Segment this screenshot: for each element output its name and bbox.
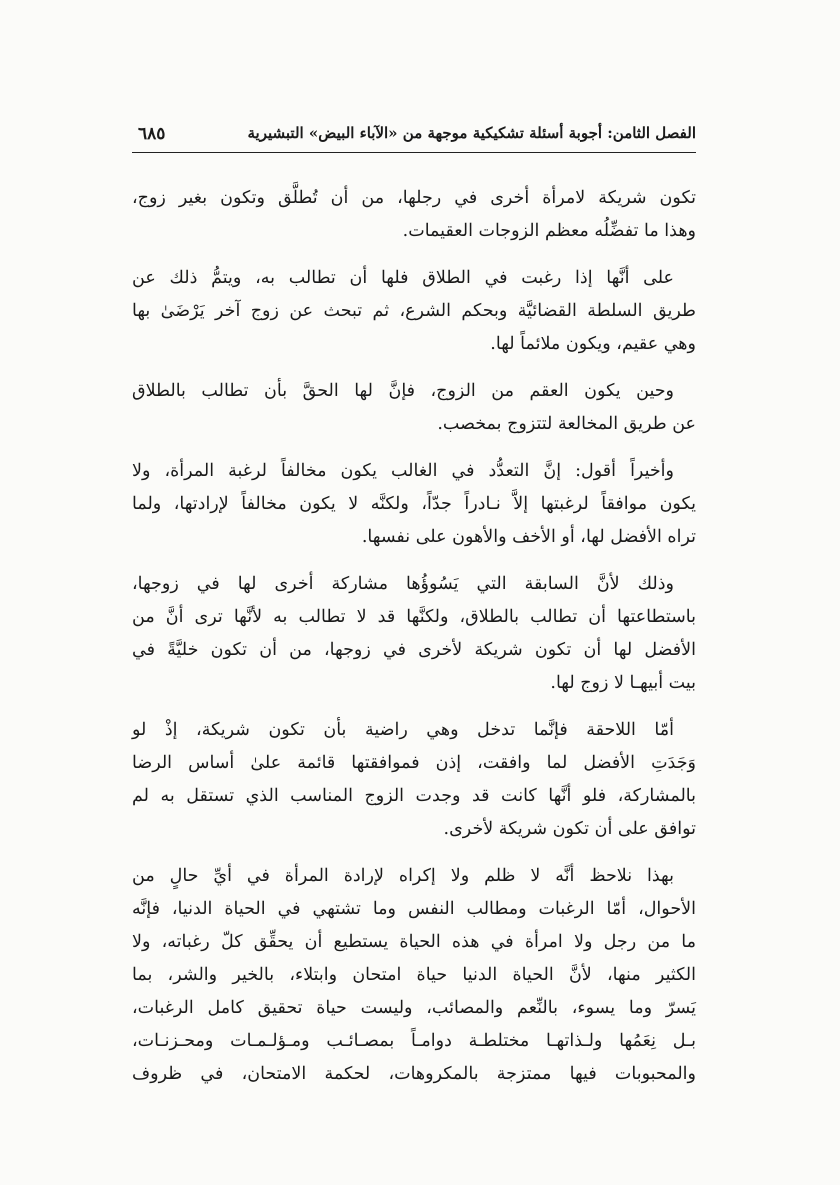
text-line: وَجَدَتِ الأفضل لما وافقت، إذن فموافقتها قائمة علىٰ أساس الرضا — [132, 753, 696, 773]
text-line: والمحبوبات فيها ممتزجة بالمكروهات، لحكمة الامتحان، في ظروف — [132, 1064, 696, 1084]
text-line: الكثير منها، لأنَّ الحياة الدنيا حياة امتحان وابتلاء، بالخير والشر، بما — [132, 965, 696, 985]
text-line: وأخيراً أقول: إنَّ التعدُّد في الغالب يكون مخالفاً لرغبة المرأة، ولا — [132, 461, 674, 481]
paragraph — [132, 860, 696, 1105]
text-line: تكون شريكة لامرأة أخرى في رجلها، من أن تُطلَّق وتكون بغير زوج، — [132, 188, 696, 208]
paragraph — [132, 375, 696, 455]
text-line: بالمشاركة، فلو أنَّها كانت قد وجدت الزوج المناسب الذي تستقل به لم — [132, 786, 696, 806]
paragraph — [132, 262, 696, 375]
text-line: الأفضل لها أن تكون شريكة لأخرى في زوجها، من أن تكون خليَّةً في — [132, 640, 696, 660]
text-line: وهي عقيم، ويكون ملائماً لها. — [490, 334, 696, 354]
paragraph — [132, 568, 696, 714]
paragraph — [132, 182, 696, 262]
text-line: بهذا نلاحظ أنَّه لا ظلم ولا إكراه لإرادة المرأة في أيِّ حالٍ من — [132, 866, 674, 886]
text-line: تراه الأفضل لها، أو الأخف والأهون على نفسها. — [361, 527, 696, 547]
text-line: وحين يكون العقم من الزوج، فإنَّ لها الحقَّ بأن تطالب بالطلاق — [132, 381, 674, 401]
text-line: أمّا اللاحقة فإنَّما تدخل وهي راضية بأن تكون شريكة، إذْ لو — [132, 720, 674, 740]
text-line: الأحوال، أمّا الرغبات ومطالب النفس وما تشتهي في الحياة الدنيا، فإنَّه — [132, 899, 696, 919]
text-line: باستطاعتها أن تطالب بالطلاق، ولكنَّها قد لا تطالب به لأنَّها ترى أنَّ من — [132, 607, 696, 627]
text-line: على أنَّها إذا رغبت في الطلاق فلها أن تطالب به، ويتمُّ ذلك عن — [132, 268, 674, 288]
text-line: طريق السلطة القضائيَّة وبحكم الشرع، ثم تبحث عن زوج آخر يَرْضَىٰ بها — [132, 301, 696, 321]
text-line: وذلك لأنَّ السابقة التي يَسُوؤُها مشاركة أخرى لها في زوجها، — [132, 574, 674, 594]
text-line: بـل نِعَمُها ولـذاتهـا مختلطـة دوامـاً بمصـائـب ومـؤلـمـات ومحـزنـات، — [132, 1031, 696, 1051]
text-line: يَسرّ وما يسوء، بالنِّعم والمصائب، وليست حياة تحقيق كامل الرغبات، — [132, 998, 696, 1018]
text-line: ما من رجل ولا امرأة في هذه الحياة يستطيع أن يحقِّق كلّ رغباته، ولا — [132, 932, 696, 952]
text-line: بيت أبيهـا لا زوج لها. — [550, 673, 696, 693]
body-text — [132, 182, 696, 1105]
chapter-title: الفصل الثامن: أجوبة أسئلة تشكيكية موجهة من «الآباء البيض» التبشيرية — [247, 124, 696, 142]
paragraph — [132, 714, 696, 860]
text-line: وهذا ما تفضِّلُه معظم الزوجات العقيمات. — [402, 221, 696, 241]
paragraph — [132, 455, 696, 568]
text-line: يكون موافقاً لرغبتها إلاَّ نـادراً جدّاً، ولكنَّه لا يكون مخالفاً لإرادتها، ولما — [132, 494, 696, 514]
text-line: توافق على أن تكون شريكة لأخرى. — [443, 819, 696, 839]
text-line: عن طريق المخالعة لتتزوج بمخصب. — [437, 414, 696, 434]
running-header — [132, 118, 696, 153]
page-number: ٦٨٥ — [138, 124, 166, 144]
